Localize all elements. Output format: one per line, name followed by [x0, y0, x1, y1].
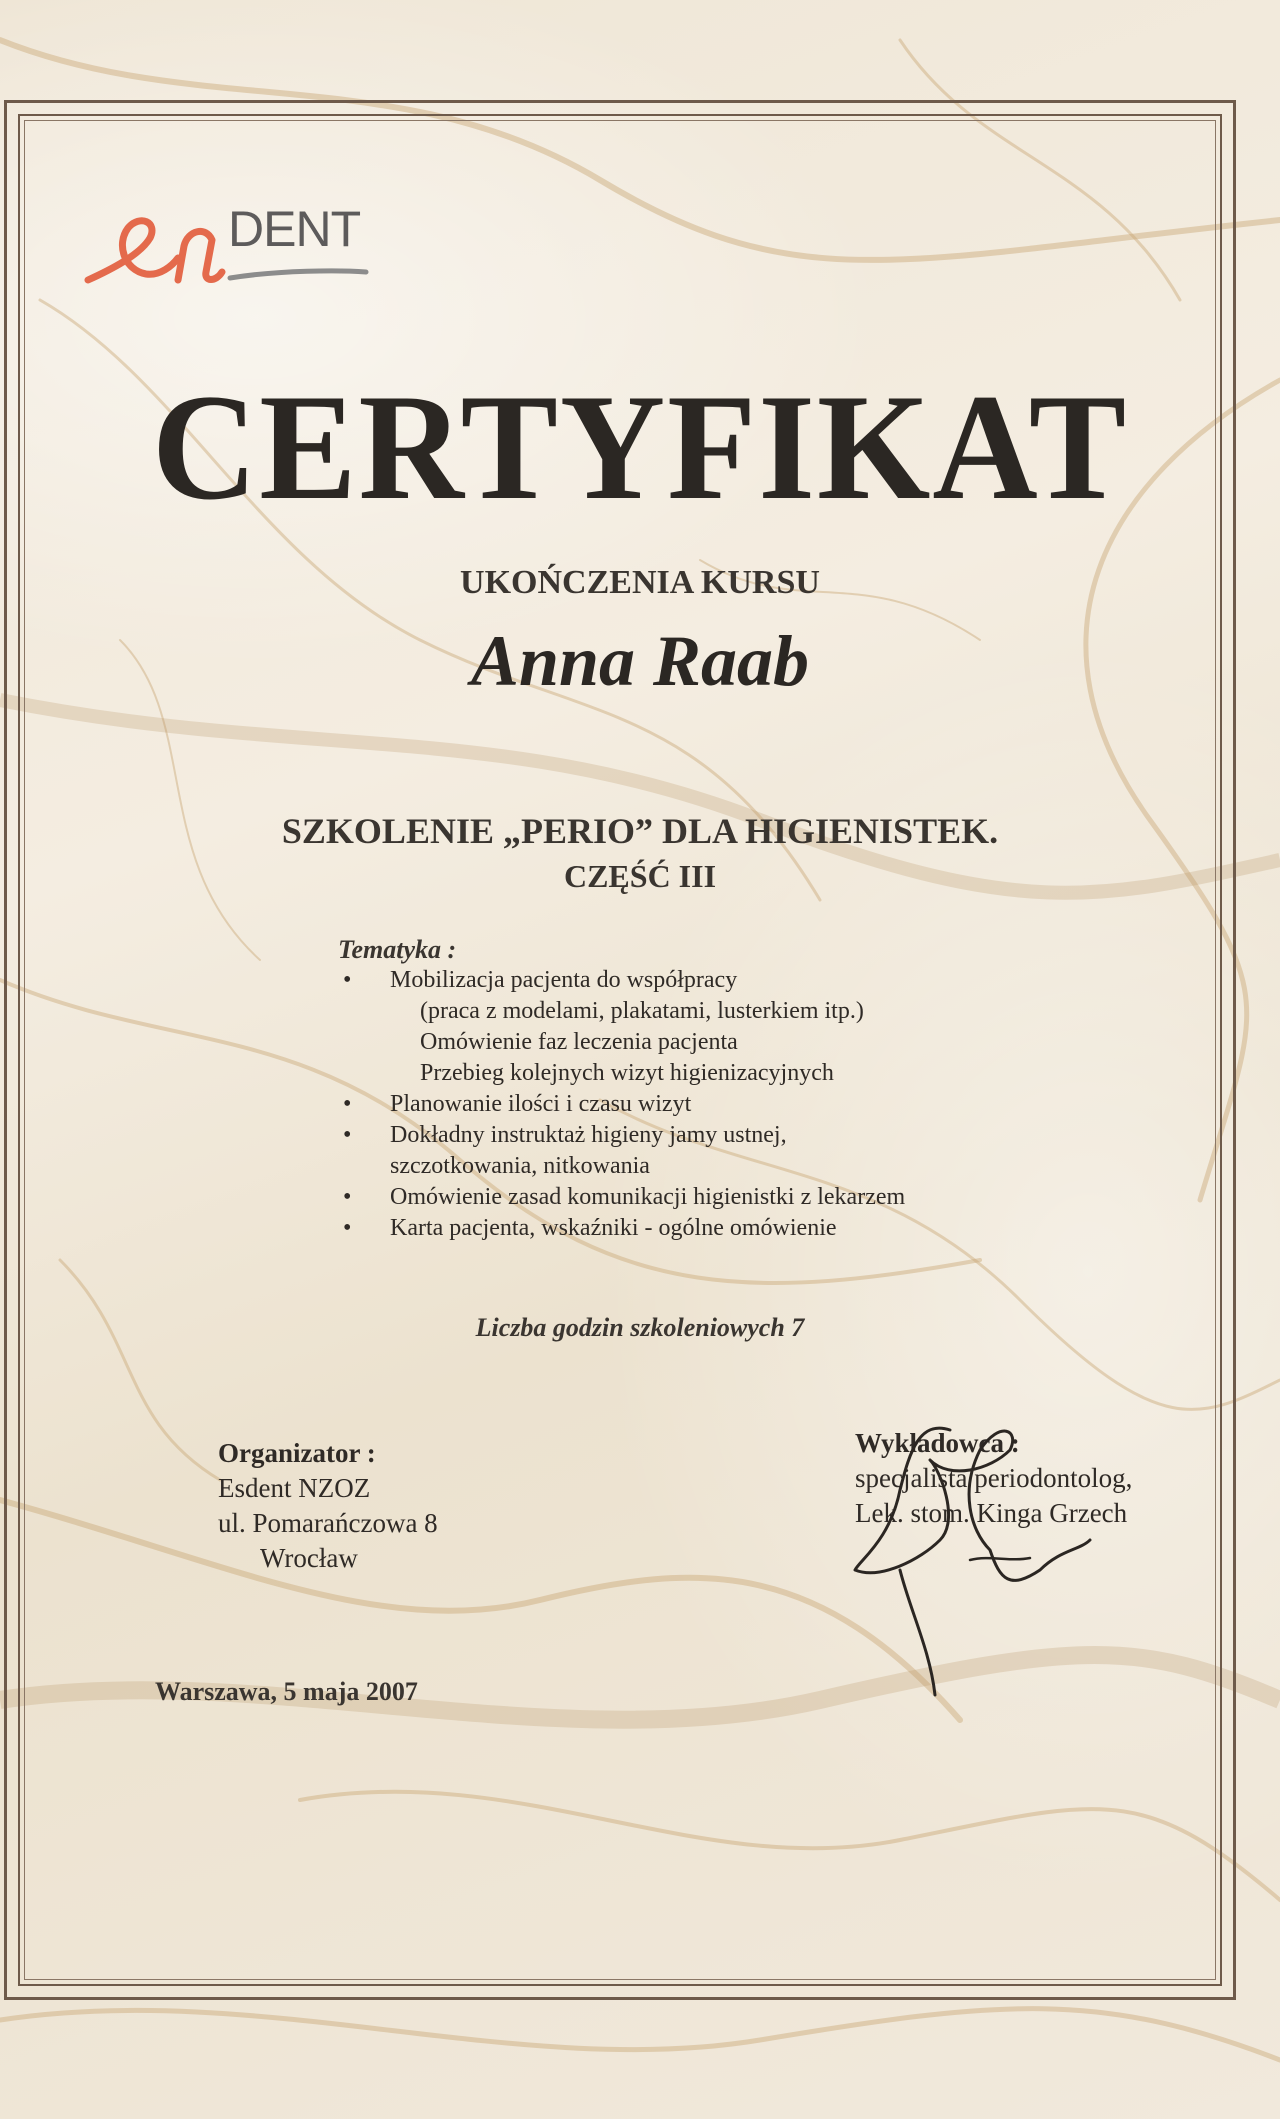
- topic-subtext: szczotkowania, nitkowania: [390, 1153, 650, 1179]
- organizer-line: Wrocław: [260, 1543, 358, 1573]
- topic-item: [340, 1182, 1100, 1213]
- organizer-block: [218, 1436, 438, 1576]
- logo-dent-text: DENT: [228, 201, 361, 257]
- topics-label: Tematyka :: [338, 935, 457, 964]
- topic-text: Mobilizacja pacjenta do współpracy: [390, 967, 738, 993]
- lecturer-label: Wykładowca :: [855, 1428, 1020, 1458]
- topics-list: [340, 965, 1100, 1244]
- lecturer-line: Lek. stom. Kinga Grzech: [855, 1498, 1128, 1528]
- course-part: CZĘŚĆ III: [563, 858, 717, 894]
- course-name: SZKOLENIE „PERIO” DLA HIGIENISTEK.: [281, 811, 999, 851]
- topic-text: Omówienie zasad komunikacji higienistki z lekarzem: [390, 1184, 906, 1210]
- topic-subtext: (praca z modelami, plakatami, lusterkiem itp.): [420, 998, 864, 1024]
- certificate-title: CERTYFIKAT: [151, 363, 1129, 531]
- topic-text: Dokładny instruktaż higieny jamy ustnej,: [390, 1122, 787, 1148]
- topic-item: [340, 965, 1100, 1089]
- lecturer-line: specjalista periodontolog,: [855, 1463, 1133, 1493]
- bullet-icon: •: [343, 1122, 352, 1148]
- organizer-line: ul. Pomarańczowa 8: [218, 1508, 438, 1538]
- organizer-label: Organizator :: [218, 1438, 376, 1468]
- topic-text: Planowanie ilości i czasu wizyt: [390, 1091, 692, 1117]
- topic-subtext: Przebieg kolejnych wizyt higienizacyjnych: [420, 1060, 834, 1086]
- topic-text: Karta pacjenta, wskaźniki - ogólne omówienie: [390, 1215, 837, 1241]
- topic-item: [340, 1120, 1100, 1182]
- topic-subtext: Omówienie faz leczenia pacjenta: [420, 1029, 738, 1055]
- issue-date: Warszawa, 5 maja 2007: [155, 1677, 418, 1706]
- certificate-subtitle: UKOŃCZENIA KURSU: [460, 564, 820, 601]
- organizer-line: Esdent NZOZ: [218, 1473, 371, 1503]
- topic-item: [340, 1213, 1100, 1244]
- bullet-icon: •: [343, 1184, 352, 1210]
- bullet-icon: •: [343, 1215, 352, 1241]
- signature-icon: [840, 1410, 1140, 1710]
- bullet-icon: •: [343, 1091, 352, 1117]
- topic-item: [340, 1089, 1100, 1120]
- recipient-name: Anna Raab: [470, 621, 810, 701]
- training-hours: Liczba godzin szkoleniowych 7: [475, 1313, 805, 1342]
- bullet-icon: •: [343, 967, 352, 993]
